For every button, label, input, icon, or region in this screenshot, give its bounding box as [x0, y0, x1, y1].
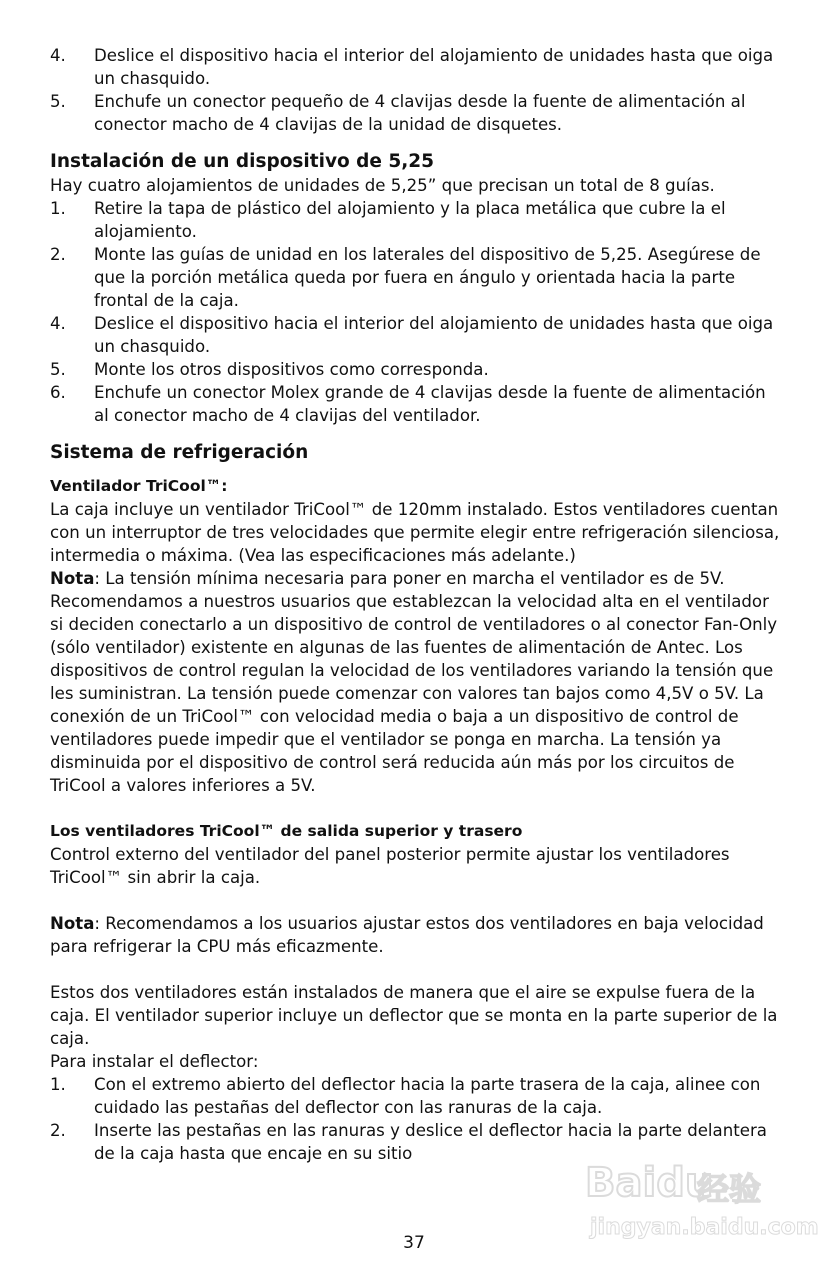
- list-number: 4.: [50, 314, 66, 333]
- list-number: 1.: [50, 199, 66, 218]
- list-number: 5.: [50, 92, 66, 111]
- list-text: Retire la tapa de plástico del alojamiento y la placa metálica que cubre la el alojamiento.: [94, 199, 726, 241]
- list-number: 2.: [50, 245, 66, 264]
- list-item: [50, 44, 785, 90]
- exhaust-heading: Los ventiladores TriCool™ de salida superior y trasero: [50, 822, 523, 840]
- list-text: Enchufe un conector pequeño de 4 clavijas desde la fuente de alimentación al conector macho de 4 clavijas de la unidad de disquetes.: [94, 92, 746, 134]
- note-text: : La tensión mínima necesaria para poner en marcha el ventilador es de 5V. Recomendamos a nuestros usuarios que establezcan la velocidad alta en el ventilador si deciden conectarlo a un dispositivo de control de ventiladores o al conector Fan-Only (sólo ventilador) existente en algunas de las fuentes de alimentación de Antec. Los dispositivos de control regulan la velocidad de los ventiladores variando la tensión que les suministran. La tensión puede comenzar con valores tan bajos como 4,5V o 5V. La conexión de un TriCool™ con velocidad media o baja a un dispositivo de control de ventiladores puede impedir que el ventilador se ponga en marcha. La tensión ya disminuida por el dispositivo de control será reducida aún más por los circuitos de TriCool a valores inferiores a 5V.: [50, 569, 778, 795]
- list-text: Monte los otros dispositivos como corresponda.: [94, 360, 489, 379]
- watermark-cn: 经验: [697, 1170, 762, 1208]
- tricool-paragraph: La caja incluye un ventilador TriCool™ de 120mm instalado. Estos ventiladores cuentan con un interruptor de tres velocidades que permite elegir entre refrigeración silenciosa, intermedia o máxima. (Vea las especificaciones más adelante.): [50, 500, 780, 565]
- list-item: [50, 197, 785, 243]
- note-label: Nota: [50, 569, 95, 588]
- list-text: Inserte las pestañas en las ranuras y deslice el deflector hacia la parte delantera de la caja hasta que encaje en su sitio: [94, 1121, 767, 1163]
- page-number: 37: [403, 1233, 425, 1253]
- document-page: [50, 44, 785, 1165]
- install-paragraph: Estos dos ventiladores están instalados de manera que el aire se expulse fuera de la caja. El ventilador superior incluye un deflector que se monta en la parte superior de la caja.: [50, 983, 778, 1048]
- list-text: Deslice el dispositivo hacia el interior del alojamiento de unidades hasta que oiga un chasquido.: [94, 314, 774, 356]
- section-heading-525: Instalación de un dispositivo de 5,25: [50, 151, 435, 172]
- watermark-url: jingyan.baidu.com: [590, 1215, 819, 1240]
- note-paragraph: [50, 567, 785, 797]
- watermark-brand: Baidu: [585, 1160, 714, 1206]
- list-number: 2.: [50, 1121, 66, 1140]
- list-item: [50, 358, 785, 381]
- list-item: [50, 312, 785, 358]
- list-text: Con el extremo abierto del deflector hacia la parte trasera de la caja, alinee con cuidado las pestañas del deflector con las ranuras de la caja.: [94, 1075, 761, 1117]
- note2-label: Nota: [50, 914, 95, 933]
- list-number: 5.: [50, 360, 66, 379]
- list-item: [50, 381, 785, 427]
- list-item: [50, 90, 785, 136]
- list-item: [50, 1119, 785, 1165]
- note2-paragraph: [50, 912, 785, 958]
- list-item: [50, 243, 785, 312]
- note2-text: : Recomendamos a los usuarios ajustar estos dos ventiladores en baja velocidad para refrigerar la CPU más eficazmente.: [50, 914, 764, 956]
- list-number: 4.: [50, 46, 66, 65]
- install-intro: Para instalar el deflector:: [50, 1052, 259, 1071]
- section-525-intro: Hay cuatro alojamientos de unidades de 5,25” que precisan un total de 8 guías.: [50, 176, 715, 195]
- tricool-heading: Ventilador TriCool™:: [50, 477, 228, 495]
- list-number: 1.: [50, 1075, 66, 1094]
- section-heading-cooling: Sistema de refrigeración: [50, 442, 309, 463]
- list-text: Deslice el dispositivo hacia el interior del alojamiento de unidades hasta que oiga un chasquido.: [94, 46, 774, 88]
- list-text: Enchufe un conector Molex grande de 4 clavijas desde la fuente de alimentación al conector macho de 4 clavijas del ventilador.: [94, 383, 766, 425]
- list-item: [50, 1073, 785, 1119]
- exhaust-paragraph: Control externo del ventilador del panel posterior permite ajustar los ventiladores TriCool™ sin abrir la caja.: [50, 845, 730, 887]
- list-number: 6.: [50, 383, 66, 402]
- list-text: Monte las guías de unidad en los laterales del dispositivo de 5,25. Asegúrese de que la porción metálica queda por fuera en ángulo y orientada hacia la parte frontal de la caja.: [94, 245, 761, 310]
